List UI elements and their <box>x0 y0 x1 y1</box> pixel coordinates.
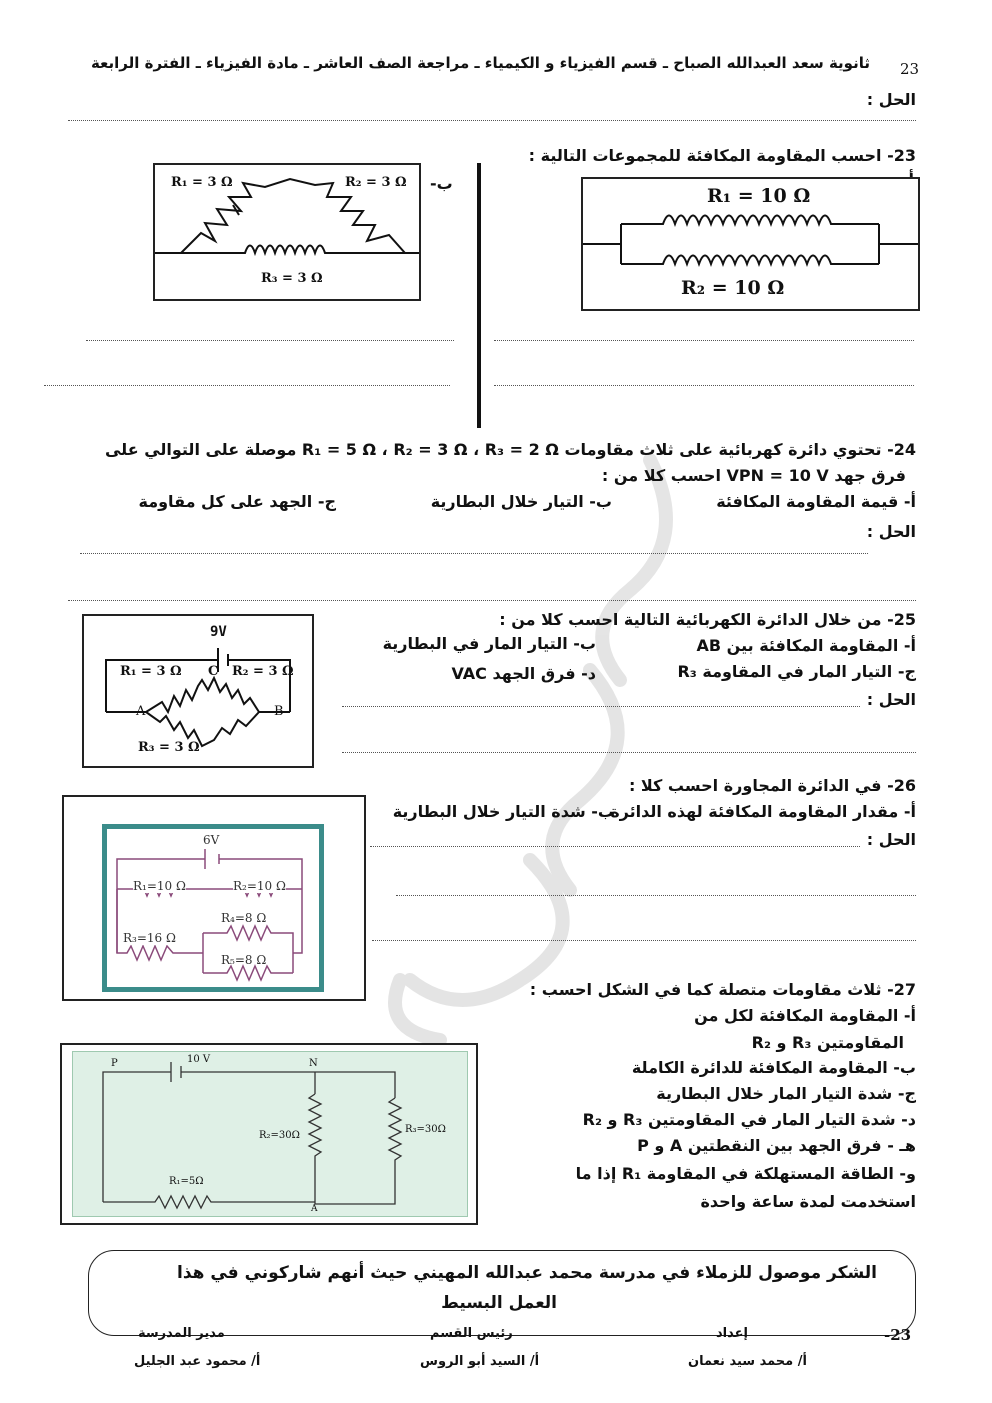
q25-part-b: ب- التيار المار في البطارية <box>382 634 596 653</box>
q23a-r2-label: R₂ = 10 Ω <box>681 277 785 299</box>
answer-line <box>370 846 860 847</box>
q25-a-label: A <box>136 704 146 719</box>
answer-line <box>396 895 916 896</box>
q27-part-c: ج- شدة التيار المار خلال البطارية <box>656 1084 916 1103</box>
q27-n-label: N <box>309 1058 318 1069</box>
answer-line <box>86 340 454 341</box>
q26-r4-label: R₄=8 Ω <box>221 911 267 925</box>
q23b-r3-label: R₃ = 3 Ω <box>261 271 323 286</box>
q25-solution-label: الحل : <box>866 690 916 709</box>
vertical-divider <box>477 163 481 428</box>
q23-figure-b <box>153 163 421 301</box>
q27-part-a2: المقاومتين R₃ و R₂ <box>751 1033 904 1052</box>
q25-battery-label: 9V <box>210 624 227 640</box>
answer-line <box>342 752 916 753</box>
footer-prepared-label: إعداد <box>716 1326 748 1341</box>
q26-title: 26- في الدائرة المجاورة احسب كلا : <box>628 776 916 795</box>
page-number: 23 <box>900 60 920 78</box>
footer-principal-label: مدير المدرسة <box>138 1326 225 1341</box>
q26-r1-label: R₁=10 Ω <box>133 879 186 893</box>
q25-figure <box>82 614 314 768</box>
q25-part-a: أ- المقاومة المكافئة بين AB <box>696 636 916 655</box>
answer-line <box>68 600 916 601</box>
q26-r5-label: R₅=8 Ω <box>221 953 267 967</box>
q24-solution-label: الحل : <box>866 522 916 541</box>
q27-part-f2: استخدمت لمدة ساعة واحدة <box>700 1192 916 1211</box>
q27-p-label: P <box>111 1058 118 1069</box>
q24-part-b: ب- التيار خلال البطارية <box>430 492 612 511</box>
q27-part-e: هـ - فرق الجهد بين النقطتين A و P <box>637 1136 916 1155</box>
thanks-line1: الشكر موصول للزملاء في مدرسة محمد عبدالله المهيني حيث أنهم شاركوني في هذا <box>177 1263 877 1283</box>
answer-line <box>494 385 914 386</box>
q25-r1-label: R₁ = 3 Ω <box>120 664 182 679</box>
q27-r1-label: R₁=5Ω <box>169 1176 204 1187</box>
footer-principal-name: أ/ محمود عبد الجليل <box>134 1354 261 1369</box>
q25-r2-label: R₂ = 3 Ω <box>232 664 294 679</box>
answer-line <box>44 385 450 386</box>
q26-figure <box>62 795 366 1001</box>
q23-figure-a <box>581 177 920 311</box>
q25-c-label: C <box>208 664 219 679</box>
q27-figure-panel <box>72 1051 468 1217</box>
answer-line <box>68 120 916 121</box>
footer-head-name: أ/ السيد أبو الروس <box>420 1354 540 1369</box>
q27-a-label: A <box>311 1204 318 1214</box>
thanks-line2: العمل البسيط <box>441 1293 557 1313</box>
q27-part-a1: أ- المقاومة المكافئة لكل من <box>694 1006 916 1025</box>
q23b-r2-label: R₂ = 3 Ω <box>345 175 407 190</box>
q25-title: 25- من خلال الدائرة الكهربائية التالية احسب كلا من : <box>499 610 916 629</box>
q27-part-b: ب- المقاومة المكافئة للدائرة الكاملة <box>631 1058 916 1077</box>
header-solution-label: الحل : <box>866 90 916 109</box>
q26-r3-label: R₃=16 Ω <box>123 931 176 945</box>
q23a-r1-label: R₁ = 10 Ω <box>707 185 811 207</box>
answer-line <box>372 940 916 941</box>
q26-r2-label: R₂=10 Ω <box>233 879 286 893</box>
watermark <box>330 420 750 1060</box>
footer-head-label: رئيس القسم <box>430 1326 513 1341</box>
q23-part-b: ب- <box>430 174 453 193</box>
q24-part-c: ج- الجهد على كل مقاومة <box>138 492 336 511</box>
q26-battery-label: 6V <box>203 833 220 847</box>
q27-r2-label: R₂=30Ω <box>259 1130 300 1141</box>
q27-battery-label: 10 V <box>187 1054 211 1065</box>
answer-line <box>342 706 860 707</box>
q25-part-c: ج- التيار المار في المقاومة R₃ <box>677 662 916 681</box>
q27-part-f1: و- الطاقة المستهلكة في المقاومة R₁ إذا ما <box>575 1164 916 1183</box>
header-title: ثانوية سعد العبدالله الصباح ـ قسم الفيزياء و الكيمياء ـ مراجعة الصف العاشر ـ مادة الفيزياء ـ الفترة الرابعة <box>90 54 870 72</box>
q26-part-a: أ- مقدار المقاومة المكافئة لهذه الدائرة <box>610 802 916 821</box>
q24-line1: 24- تحتوي دائرة كهربائية على ثلاث مقاومات R₁ = 5 Ω ، R₂ = 3 Ω ، R₃ = 2 Ω موصلة على التوالي على <box>104 440 916 459</box>
q24-line2: فرق جهد VPN = 10 V احسب كلا من : <box>601 466 906 485</box>
answer-line <box>494 340 914 341</box>
q23-title: 23- احسب المقاومة المكافئة للمجموعات التالية : <box>528 146 916 165</box>
q27-figure <box>60 1043 478 1225</box>
q26-solution-label: الحل : <box>866 830 916 849</box>
footer-page-mark: -23 <box>884 1326 912 1344</box>
q27-title: 27- ثلاث مقاومات متصلة كما في الشكل احسب : <box>529 980 916 999</box>
answer-line <box>80 553 868 554</box>
q25-part-d: د- فرق الجهد VAC <box>451 664 596 683</box>
q26-figure-frame <box>102 824 324 992</box>
q27-r3-label: R₃=30Ω <box>405 1124 446 1135</box>
q25-b-label: B <box>274 704 284 719</box>
footer-prepared-name: أ/ محمد سيد نعمان <box>688 1354 807 1369</box>
q24-part-a: أ- قيمة المقاومة المكافئة <box>716 492 916 511</box>
q23b-r1-label: R₁ = 3 Ω <box>171 175 233 190</box>
q27-part-d: د- شدة التيار المار في المقاومتين R₃ و R₂ <box>582 1110 916 1129</box>
q25-r3-label: R₃ = 3 Ω <box>138 740 200 755</box>
q26-part-b: ب- شدة التيار خلال البطارية <box>392 802 614 821</box>
thanks-box <box>88 1250 916 1336</box>
